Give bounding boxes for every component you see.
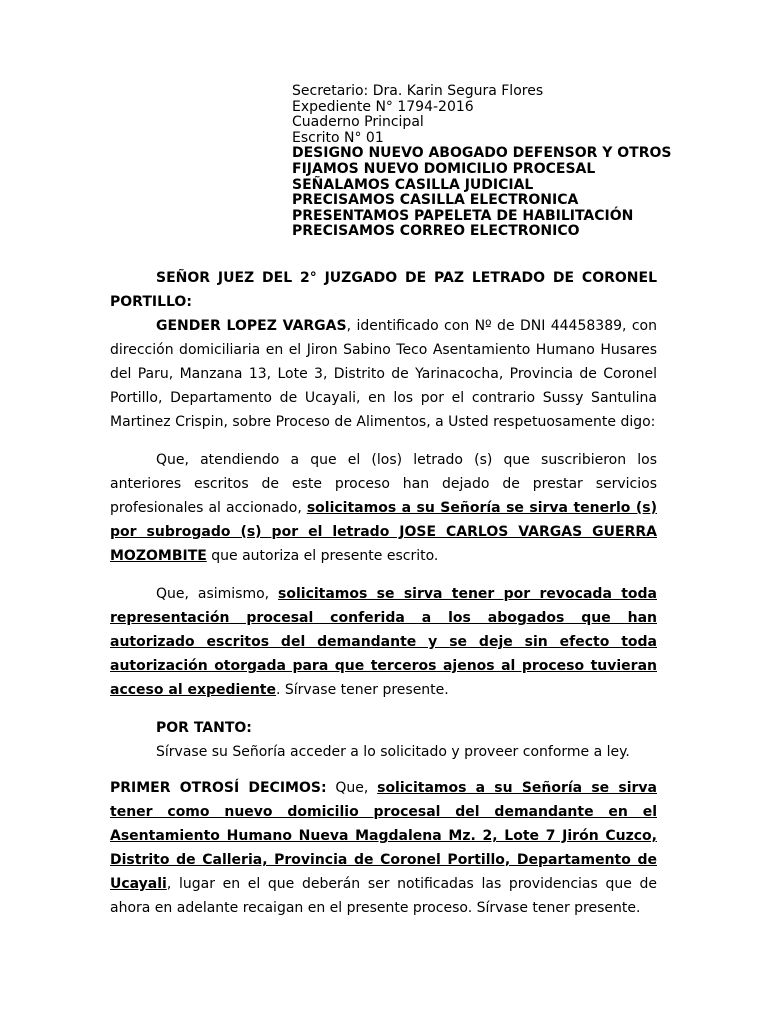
case-number-line: Expediente N° 1794-2016 <box>292 98 474 115</box>
por-tanto-text: Sírvase su Señoría acceder a lo solicitado y proveer conforme a ley. <box>156 744 630 760</box>
notebook-line: Cuaderno Principal <box>292 114 424 131</box>
intro-paragraph: GENDER LOPEZ VARGAS, identificado con Nº de DNI 44458389, con dirección domiciliaria en el Jiron Sabino Teco Asentamiento Humano Husares del Paru, Manzana 13, Lote 3, Distrito de Yarinacocha, Provincia de Coronel Portillo, Departamento de Ucayali, en los por el contrario Sussy Santulina Martinez Crispin, sobre Proceso de Alimentos, a Usted respetuosamente digo: <box>110 318 657 430</box>
summary-line-6: PRECISAMOS CORREO ELECTRONICO <box>292 223 580 240</box>
summary-line-3: SEÑALAMOS CASILLA JUDICIAL <box>292 176 534 193</box>
summary-line-2: FIJAMOS NUEVO DOMICILIO PROCESAL <box>292 160 596 177</box>
document-body <box>110 266 657 920</box>
petitioner-name: GENDER LOPEZ VARGAS <box>156 318 347 334</box>
summary-line-5: PRESENTAMOS PAPELETA DE HABILITACIÓN <box>292 207 634 224</box>
substitution-request: solicitamos a su Señoría se sirva tenerlo (s) por subrogado (s) por el letrado JOSE CARLOS VARGAS GUERRA MOZOMBITE <box>110 500 658 564</box>
addressee: SEÑOR JUEZ DEL 2° JUZGADO DE PAZ LETRADO DE CORONEL PORTILLO: <box>110 270 657 310</box>
summary-line-4: PRECISAMOS CASILLA ELECTRONICA <box>292 192 579 209</box>
otrosi-paragraph: PRIMER OTROSÍ DECIMOS: Que, solicitamos a su Señoría se sirva tener como nuevo domicilio procesal del demandante en el Asentamiento Humano Nueva Magdalena Mz. 2, Lote 7 Jirón Cuzco, Distrito de Calleria, Provincia de Coronel Portillo, Departamento de Ucayali, lugar en el que deberán ser notificadas las providencias que de ahora en adelante recaigan en el presente proceso. Sírvase tener presente. <box>110 780 657 916</box>
case-header <box>292 84 712 240</box>
filing-number-line: Escrito N° 01 <box>292 129 384 146</box>
secretary-line: Secretario: Dra. Karin Segura Flores <box>292 83 544 99</box>
substitution-paragraph: Que, atendiendo a que el (los) letrado (s) que suscribieron los anteriores escritos de este proceso han dejado de prestar servicios profesionales al accionado, solicitamos a su Señoría se sirva tenerlo (s) por subrogado (s) por el letrado JOSE CARLOS VARGAS GUERRA MOZOMBITE que autoriza el presente escrito. <box>110 452 658 564</box>
otrosi-heading: PRIMER OTROSÍ DECIMOS: <box>110 780 327 796</box>
domicile-request: solicitamos a su Señoría se sirva tener como nuevo domicilio procesal del demandante en el Asentamiento Humano Nueva Magdalena Mz. 2, Lote 7 Jirón Cuzco, Distrito de Calleria, Provincia de Coronel Portillo, Departamento de Ucayali <box>110 780 657 892</box>
por-tanto-heading: POR TANTO: <box>156 720 252 736</box>
revocation-paragraph: Que, asimismo, solicitamos se sirva tener por revocada toda representación procesal conferida a los abogados que han autorizado escritos del demandante y se deje sin efecto toda autorización otorgada para que terceros ajenos al proceso tuvieran acceso al expediente. Sírvase tener presente. <box>110 586 657 698</box>
revocation-request: solicitamos se sirva tener por revocada toda representación procesal conferida a los abogados que han autorizado escritos del demandante y se deje sin efecto toda autorización otorgada para que terceros ajenos al proceso tuvieran acceso al expediente <box>110 586 657 698</box>
summary-line-1: DESIGNO NUEVO ABOGADO DEFENSOR Y OTROS <box>292 145 672 162</box>
